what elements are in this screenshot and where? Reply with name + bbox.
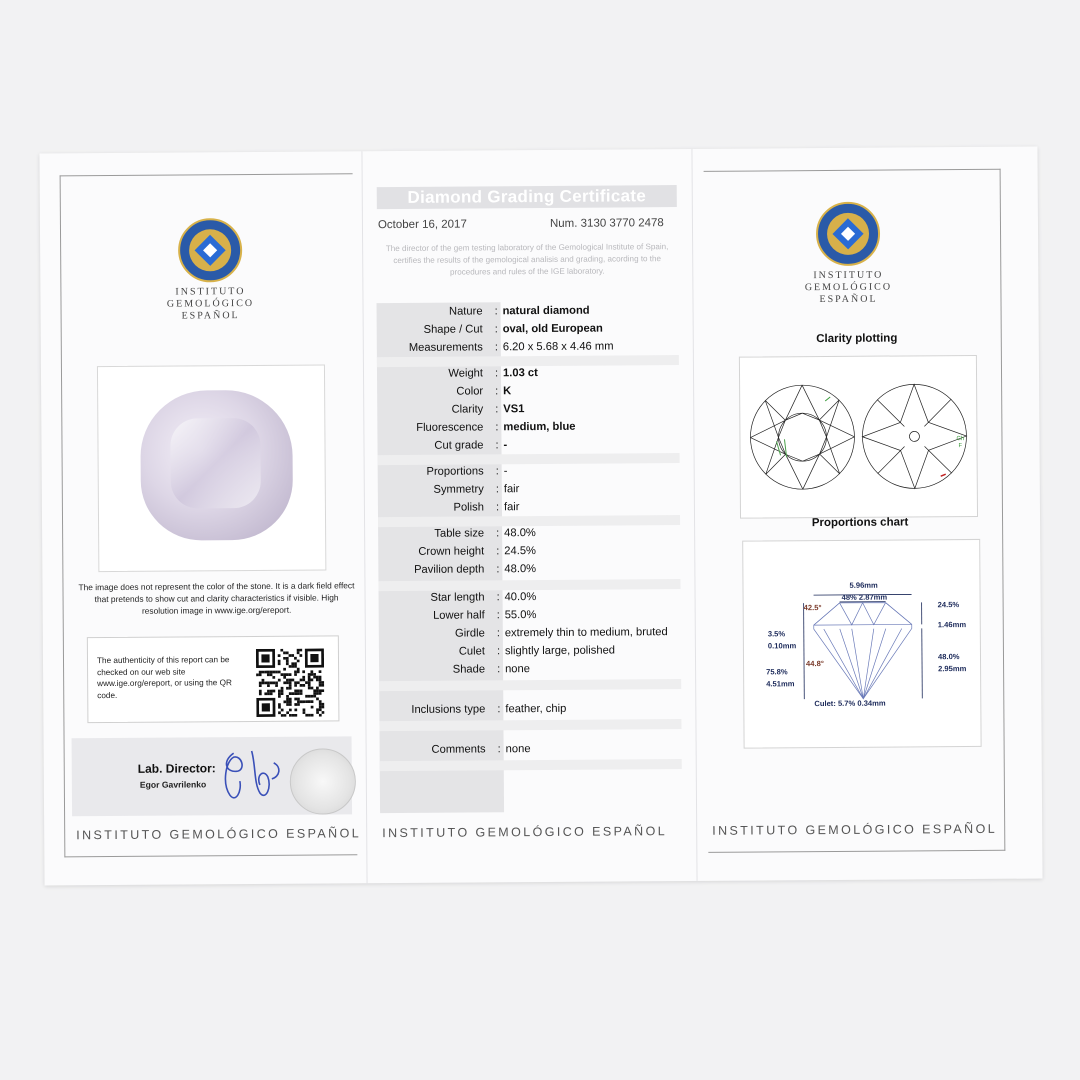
clarity-mark-chip: Ch bbox=[956, 436, 965, 443]
grading-row bbox=[378, 559, 698, 579]
grading-colon: : bbox=[496, 563, 500, 576]
grading-label: Shade bbox=[452, 663, 486, 676]
certificate-date: October 16, 2017 bbox=[377, 218, 467, 232]
grading-colon: : bbox=[496, 527, 500, 540]
pavilion-percent-label: 48.0% bbox=[937, 652, 960, 662]
director-signature bbox=[212, 743, 296, 814]
grading-colon: : bbox=[496, 627, 500, 640]
certificate-title: Diamond Grading Certificate bbox=[377, 185, 677, 209]
grading-value: slightly large, polished bbox=[504, 644, 616, 658]
grading-label: Pavilion depth bbox=[414, 563, 485, 576]
grading-colon: : bbox=[496, 545, 500, 558]
authenticity-text: The authenticity of this report can be checked on our web site www.ige.org/ereport, or using the QR code. bbox=[96, 655, 232, 700]
grading-colon: : bbox=[495, 439, 499, 452]
grading-row bbox=[377, 363, 697, 383]
grading-colon: : bbox=[496, 609, 500, 622]
footer-center: INSTITUTO GEMOLÓGICO ESPAÑOL bbox=[382, 824, 668, 841]
total-depth-percent-label: 75.8% bbox=[766, 667, 788, 677]
grading-value: K bbox=[503, 385, 512, 398]
pavilion-depth-label: 2.95mm bbox=[938, 664, 967, 674]
grading-colon: : bbox=[495, 403, 499, 416]
grading-colon: : bbox=[496, 591, 500, 604]
grading-row bbox=[378, 497, 698, 517]
grading-value: VS1 bbox=[503, 403, 525, 416]
girdle-percent-label: 3.5% bbox=[767, 629, 786, 639]
grading-colon: : bbox=[495, 465, 499, 478]
grading-label: Star length bbox=[430, 591, 485, 604]
pavilion-angle-label: 44.8° bbox=[806, 659, 824, 669]
director-label: Lab. Director: bbox=[137, 761, 216, 776]
grading-row bbox=[377, 435, 697, 455]
qr-code[interactable] bbox=[256, 649, 324, 717]
footer-right: INSTITUTO GEMOLÓGICO ESPAÑOL bbox=[712, 821, 998, 838]
grading-value: - bbox=[503, 465, 508, 478]
grading-row bbox=[378, 461, 698, 481]
grading-colon: : bbox=[494, 323, 498, 336]
image-caption: The image does not represent the color of the stone. It is a dark field effect that pretends to show cut and clarity characteristics if visible. High resolution image in www.ige.org/ereport. bbox=[78, 580, 355, 616]
grading-row bbox=[377, 399, 697, 419]
grading-label: Fluorescence bbox=[416, 421, 484, 434]
grading-value: - bbox=[503, 439, 508, 452]
grading-label: Nature bbox=[448, 305, 483, 318]
grading-row bbox=[379, 699, 699, 719]
grading-colon: : bbox=[497, 703, 501, 716]
director-name: Egor Gavrilenko bbox=[139, 779, 207, 790]
grading-colon: : bbox=[495, 501, 500, 514]
grading-label: Lower half bbox=[433, 609, 485, 622]
grading-value: none bbox=[505, 743, 531, 756]
ige-logo-left bbox=[178, 218, 242, 282]
grading-row bbox=[379, 587, 699, 607]
grading-value: natural diamond bbox=[502, 304, 590, 318]
grading-value: 48.0% bbox=[504, 527, 536, 540]
girdle-height-label: 0.10mm bbox=[767, 641, 797, 651]
grading-label: Inclusions type bbox=[411, 703, 486, 716]
grading-label: Shape / Cut bbox=[423, 323, 483, 336]
grading-colon: : bbox=[495, 421, 499, 434]
certificate-number: Num. 3130 3770 2478 bbox=[549, 217, 664, 230]
grading-row bbox=[378, 541, 698, 561]
grading-value: fair bbox=[503, 483, 520, 496]
grading-label: Proportions bbox=[426, 465, 484, 478]
grading-row bbox=[379, 605, 699, 625]
logo-wordmark-right: INSTITUTO GEMOLÓGICO ESPAÑOL bbox=[804, 269, 893, 306]
grading-row bbox=[377, 301, 697, 321]
embossed-seal bbox=[290, 748, 356, 814]
culet-label: Culet: 5.7% 0.34mm bbox=[814, 698, 886, 709]
grading-label: Culet bbox=[458, 645, 485, 658]
grading-colon: : bbox=[494, 341, 498, 354]
grading-row bbox=[377, 417, 697, 437]
proportions-chart-title: Proportions chart bbox=[811, 516, 909, 530]
clarity-plot bbox=[739, 355, 978, 519]
diamond-image bbox=[97, 365, 326, 573]
director-box bbox=[72, 736, 353, 816]
grading-row bbox=[378, 523, 698, 543]
grading-label: Symmetry bbox=[433, 483, 484, 496]
grading-value: 40.0% bbox=[504, 591, 537, 604]
grading-value: fair bbox=[503, 501, 520, 514]
row-separator bbox=[379, 679, 681, 691]
grading-row bbox=[379, 641, 699, 661]
grading-value: 55.0% bbox=[504, 609, 537, 622]
grading-colon: : bbox=[497, 663, 501, 676]
grading-row bbox=[377, 319, 697, 339]
grading-label: Polish bbox=[453, 501, 484, 514]
grading-value: oval, old European bbox=[502, 322, 603, 336]
grading-colon: : bbox=[497, 743, 501, 756]
grading-label: Girdle bbox=[454, 627, 485, 640]
crown-angle-label: 42.5° bbox=[803, 603, 822, 613]
grading-value: 48.0% bbox=[504, 563, 537, 576]
grading-value: none bbox=[505, 663, 531, 676]
grading-value: medium, blue bbox=[503, 420, 576, 434]
row-separator bbox=[380, 759, 682, 771]
total-depth-label: 4.51mm bbox=[766, 679, 795, 689]
proportions-chart bbox=[742, 539, 981, 749]
grading-row bbox=[379, 623, 699, 643]
grading-label: Table size bbox=[434, 527, 485, 540]
grading-value: extremely thin to medium, bruted bbox=[504, 626, 668, 640]
grading-value: feather, chip bbox=[505, 702, 567, 716]
grading-value: 6.20 x 5.68 x 4.46 mm bbox=[502, 340, 614, 354]
grading-label: Comments bbox=[431, 743, 486, 756]
grading-row bbox=[377, 337, 697, 357]
grading-value: 1.03 ct bbox=[502, 367, 538, 380]
crown-percent-label: 24.5% bbox=[937, 600, 960, 610]
grading-value: 24.5% bbox=[504, 545, 537, 558]
grading-colon: : bbox=[495, 483, 499, 496]
certificate-intro: The director of the gem testing laboratory of the Gemological Institute of Spain, certifies the results of the gemological analisis and grading, acording to the procedures and rules of the IGE laboratory. bbox=[385, 242, 669, 277]
grading-row bbox=[378, 479, 698, 499]
grading-label: Weight bbox=[448, 367, 484, 380]
grading-colon: : bbox=[494, 305, 498, 318]
grading-colon: : bbox=[495, 385, 499, 398]
grading-colon: : bbox=[494, 367, 499, 380]
clarity-diagram bbox=[740, 356, 977, 518]
grading-label: Cut grade bbox=[434, 439, 484, 452]
grading-row bbox=[379, 659, 699, 679]
grading-label: Measurements bbox=[408, 341, 483, 354]
logo-wordmark-left: INSTITUTO GEMOLÓGICO ESPAÑOL bbox=[166, 286, 255, 322]
grading-row bbox=[380, 739, 700, 759]
authenticity-box bbox=[87, 635, 340, 723]
clarity-plot-title: Clarity plotting bbox=[816, 332, 898, 346]
ige-logo-right bbox=[816, 202, 880, 266]
certificate-sheet bbox=[39, 147, 1042, 886]
grading-label: Color bbox=[456, 385, 484, 398]
grading-colon: : bbox=[496, 645, 501, 658]
grading-label: Crown height bbox=[418, 545, 485, 558]
footer-left: INSTITUTO GEMOLÓGICO ESPAÑOL bbox=[76, 826, 362, 843]
row-separator bbox=[379, 719, 681, 731]
diameter-label: 5.96mm bbox=[849, 580, 878, 590]
grading-label: Clarity bbox=[451, 403, 484, 416]
clarity-mark-feather: F bbox=[958, 443, 963, 450]
table-label: 48% 2.87mm bbox=[841, 592, 888, 602]
grading-row bbox=[377, 381, 697, 401]
crown-height-label: 1.46mm bbox=[937, 620, 967, 630]
diamond-photo bbox=[140, 390, 293, 541]
